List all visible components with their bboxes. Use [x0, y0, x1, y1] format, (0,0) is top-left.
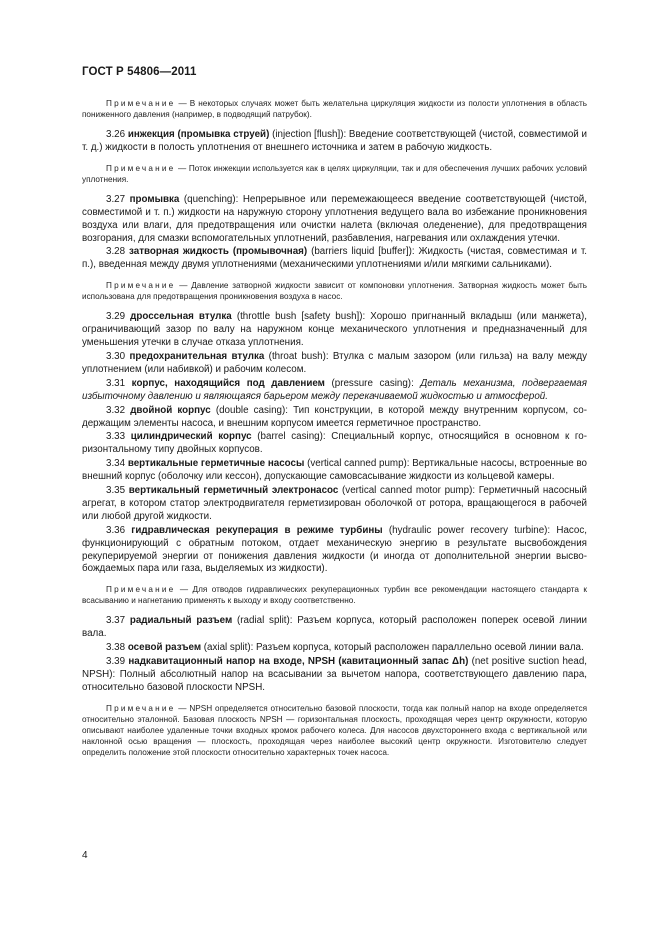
term-3-30: 3.30 предохранительная втулка (throat bush): Втулка с малым зазором (или гильза) на валу между уплотнением (или набивкой) и рабочим колесом.	[82, 350, 587, 375]
note-2: Примечание — Поток инжекции используется как в целях циркуляции, так и для обеспечения лучших рабочих условий уплотнения.	[82, 163, 587, 184]
note-label: Примечание	[106, 585, 176, 595]
note-label: Примечание	[106, 99, 176, 108]
note-3: Примечание — Давление затворной жидкости зависит от компоновки уплотнения. Затворная жидкость может быть использована для предотвращения проникновения воздуха в насос.	[82, 281, 587, 302]
term-3-27: 3.27 промывка (quenching): Непрерывное или перемежающееся введение соответствующей (чистой, совместимой и т. п.) жидкости на наружную сторону уплотнения ведущего вала во избежание проникновения воздуха или влаги, для предотвращения или очистки налета (включая оледенение), для предотвращения возгорания, для смазки вспомогательных уплотнений, разбавления, нагревания или охлаждения утечки.	[82, 193, 587, 244]
page-number: 4	[82, 850, 88, 861]
term-name: корпус, находящийся под давлением	[131, 377, 325, 389]
note-label: Примечание	[106, 163, 176, 173]
term-name: инжекция (промывка струей)	[127, 129, 270, 140]
note-4: Примечание — Для отводов гидравлических рекуперационных турбин все рекомендации настоящего стандарта к всасыванию и нагнетанию применять к выходу и входу соответственно.	[82, 585, 587, 606]
term-name: двойной корпус	[130, 404, 211, 416]
term-name: вертикальный герметичный электронасос	[128, 485, 339, 497]
term-3-34: 3.34 вертикальные герметичные насосы (vertical canned pump): Вертикальные насосы, встроенные во внешний корпус (оболочку или кессон), допускающие самовсасывание жидкости из кольцевой камеры.	[82, 458, 587, 483]
standard-header: ГОСТ Р 54806—2011	[82, 66, 197, 78]
note-label: Примечание	[106, 281, 176, 291]
term-name: надкавитационный напор на входе, NPSH (кавитационный запас Δh)	[128, 656, 469, 668]
term-3-28: 3.28 затворная жидкость (промывочная) (barriers liquid [buffer]): Жидкость (чистая, совместимая и т. п.), введенная между двумя уплотнениями (механическими уплотнениями и/или мягкими сальниками).	[82, 246, 587, 271]
term-name: промывка	[129, 193, 180, 205]
term-3-26: 3.26 инжекция (промывка струей) (injection [flush]): Введение соответствующей (чистой, совместимой и т. д.) жидкости в полость уплотнения от внешнего источника и затем в рабочую жидкость.	[82, 129, 587, 153]
term-name: дроссельная втулка	[130, 311, 232, 323]
term-definition-italic: Деталь механизма, подвергаемая избыточному давлению и являющаяся барьером между перекачиваемой жидкостью и атмосферой.	[82, 377, 587, 402]
term-3-39: 3.39 надкавитационный напор на входе, NPSH (кавитационный запас Δh) (net positive suction head, NPSH): Полный абсолютный напор на всасывании за вычетом напора, соответствующего давлению пара, относительно базовой плоскости NPSH.	[82, 656, 588, 693]
term-name: осевой разъем	[127, 642, 202, 654]
note-label: Примечание	[106, 703, 176, 713]
term-name: вертикальные герметичные насосы	[127, 458, 305, 470]
term-name: гидравлическая рекуперация в режиме турбины	[131, 524, 383, 536]
term-3-37: 3.37 радиальный разъем (radial split): Разъем корпуса, который расположен поперек осевой линии вала.	[82, 615, 587, 640]
term-3-31: 3.31 корпус, находящийся под давлением (pressure casing): Деталь механизма, подвергаемая избыточному давлению и являющаяся барьером между перекачиваемой жидкостью и атмосферой.	[82, 377, 587, 402]
term-name: цилиндрический корпус	[130, 431, 252, 443]
term-3-36: 3.36 гидравлическая рекуперация в режиме турбины (hydraulic power recovery turbine): Насос, функционирующий с обратным потоком, отдает механическую энергию в результате высвобождения рекуперируемой энергии от понижения давления жидкости (и иногда от дополнительной энергии высвобождаемых пара или газа, выделяемых из жидкости).	[82, 524, 587, 575]
term-3-38: 3.38 осевой разъем (axial split): Разъем корпуса, который расположен параллельно осевой линии вала.	[106, 642, 584, 654]
note-5: Примечание — NPSH определяется относительно базовой плоскости, тогда как полный напор на входе определяется относительно эталонной. Базовая плоскость NPSH — горизонтальная плоскость, проходящая через центр окружности, которую описывают наиболее удаленные точки входных кромок рабочего колеса. Для насосов двухстороннего входа с вертикальной или наклонной осью вращения — плоскость, проходящая через наиболее высокий центр окружности. Изготовителю следует определить положение этой плоскости относительно характерных точек насоса.	[82, 703, 587, 757]
term-3-33: 3.33 цилиндрический корпус (barrel casing): Специальный корпус, относящийся в основном к горизонтальному типу двойных корпусов.	[82, 431, 587, 456]
term-3-29: 3.29 дроссельная втулка (throttle bush [safety bush]): Хорошо пригнанный вкладыш (или манжета), ограничивающий зазор по валу на наружном конце механического уплотнения и предназначенный для уменьшения утечки в случае отказа уплотнения.	[82, 311, 587, 349]
term-name: радиальный разъем	[129, 615, 233, 627]
term-name: затворная жидкость (промывочная)	[129, 246, 308, 258]
term-3-35: 3.35 вертикальный герметичный электронасос (vertical canned motor pump): Герметичный насосный агрегат, в котором статор электродвигателя герметизирован оболочкой от ротора, вращающегося в рабочей или любой другой жидкости.	[82, 485, 587, 522]
page-content	[82, 98, 587, 767]
term-3-32: 3.32 двойной корпус (double casing): Тип конструкции, в которой между внутренним корпусом, содержащим элементы насоса, и внешним корпусом имеется герметичное пространство.	[82, 404, 587, 429]
term-name: предохранительная втулка	[129, 350, 265, 362]
note-1: Примечание — В некоторых случаях может быть желательна циркуляция жидкости из полости уплотнения в область пониженного давления (например, в подводящий патрубок).	[82, 99, 587, 119]
